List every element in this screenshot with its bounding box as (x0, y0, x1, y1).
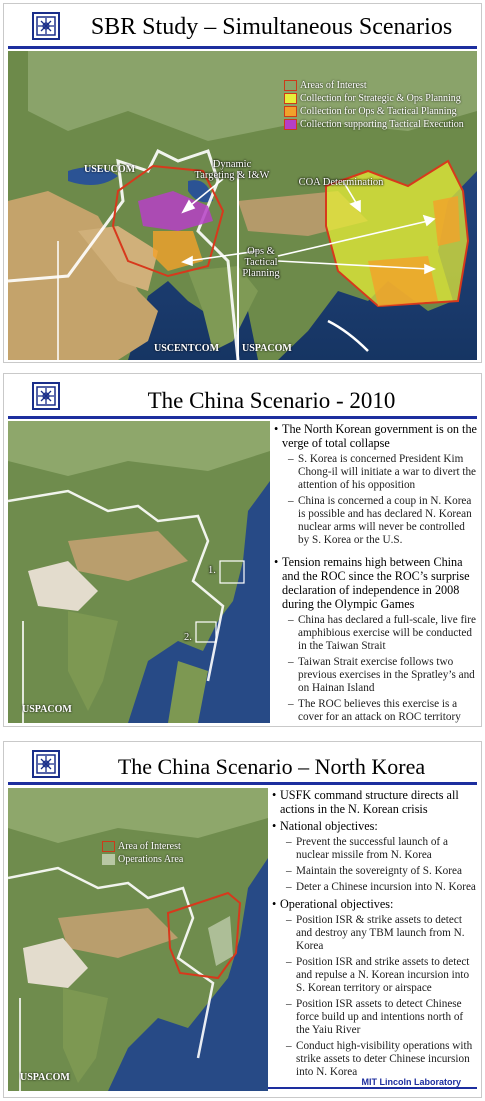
lincoln-lab-logo-icon (32, 750, 60, 778)
map-legend (102, 840, 183, 866)
title-rule (8, 46, 477, 49)
label-ops-tactical: Ops & Tactical Planning (242, 246, 280, 279)
legend-item (102, 840, 183, 853)
legend-item (284, 105, 464, 118)
sub-bullet: – Position ISR assets to detect Chinese force build up and intentions north of the Yaiu River (272, 998, 478, 1037)
korea-map (8, 788, 268, 1091)
slide-title: The China Scenario – North Korea (117, 754, 426, 779)
legend-swatch (102, 841, 115, 852)
legend-label: Operations Area (118, 854, 184, 865)
lincoln-lab-logo-icon (32, 12, 60, 40)
bullet-list (272, 788, 478, 1082)
sub-bullet: – China is concerned a coup in N. Korea is possible and has declared N. Korean nuclear arms will never be controlled by S. Korea or the U.S. (274, 495, 478, 547)
bullet: • Operational objectives: (272, 897, 478, 911)
bullet: • National objectives: (272, 819, 478, 833)
footer-rule (268, 1087, 477, 1089)
footer-credit: MIT Lincoln Laboratory (361, 1077, 461, 1087)
legend-swatch (102, 854, 115, 865)
label-uscentcom: USCENTCOM (154, 343, 220, 354)
label-uspacom: USPACOM (22, 704, 72, 715)
label-coa-determination: COA Determination (298, 177, 384, 188)
sub-bullet: – Conduct high-visibility operations with strike assets to deter Chinese incursion into N. Korea (272, 1040, 478, 1079)
slide-sbr-study (4, 4, 481, 362)
bullet: • USFK command structure directs all actions in the N. Korean crisis (272, 788, 478, 816)
sub-bullet: – The ROC believes this exercise is a cover for an attack on ROC territory (274, 698, 478, 724)
legend-label: Area of Interest (118, 841, 181, 852)
label-useucom: USEUCOM (84, 164, 136, 175)
sub-bullet: – Maintain the sovereignty of S. Korea (272, 865, 478, 878)
legend-label: Collection supporting Tactical Execution (300, 119, 464, 130)
sub-bullet: – Position ISR & strike assets to detect and destroy any TBM launch from N. Korea (272, 914, 478, 953)
bullet: • The North Korean government is on the verge of total collapse (274, 422, 478, 450)
label-dynamic-targeting: Dynamic Targeting & I&W (194, 159, 270, 181)
legend-item (102, 853, 183, 866)
world-map (8, 51, 477, 360)
legend-swatch (284, 119, 297, 130)
sub-bullet: – Position ISR and strike assets to detect and repulse a N. Korean incursion into S. Korean territory or airspace (272, 956, 478, 995)
asia-map (8, 421, 270, 723)
legend-label: Collection for Strategic & Ops Planning (300, 93, 461, 104)
slide-china-2010 (4, 374, 481, 726)
map-legend (284, 79, 464, 131)
legend-label: Collection for Ops & Tactical Planning (300, 106, 457, 117)
legend-label: Areas of Interest (300, 80, 367, 91)
title-rule (8, 782, 477, 785)
title-rule (8, 416, 477, 419)
bullet: • Tension remains high between China and the ROC since the ROC’s surprise declaration of independence in 2008 during the Olympic Games (274, 555, 478, 611)
lincoln-lab-logo-icon (32, 382, 60, 410)
sub-bullet: – Deter a Chinese incursion into N. Korea (272, 881, 478, 894)
label-uspacom: USPACOM (242, 343, 292, 354)
legend-item (284, 79, 464, 92)
map-mark-2: 2. (184, 632, 192, 643)
label-uspacom: USPACOM (20, 1072, 70, 1083)
legend-item (284, 92, 464, 105)
legend-item (284, 118, 464, 131)
slide-china-north-korea (4, 742, 481, 1097)
sub-bullet: – Taiwan Strait exercise follows two previous exercises in the Spratley’s and on Hainan Island (274, 656, 478, 695)
legend-swatch (284, 93, 297, 104)
bullet-list (274, 422, 478, 727)
slide-title: The China Scenario - 2010 (147, 388, 396, 413)
sub-bullet: – Prevent the successful launch of a nuclear missile from N. Korea (272, 836, 478, 862)
legend-swatch (284, 80, 297, 91)
sub-bullet: – China has declared a full-scale, live fire amphibious exercise will be conducted in the Taiwan Strait (274, 614, 478, 653)
legend-swatch (284, 106, 297, 117)
sub-bullet: – S. Korea is concerned President Kim Chong-il will initiate a war to divert the attention of his opposition (274, 453, 478, 492)
slide-title: SBR Study – Simultaneous Scenarios (90, 14, 453, 40)
map-mark-1: 1. (208, 565, 216, 576)
